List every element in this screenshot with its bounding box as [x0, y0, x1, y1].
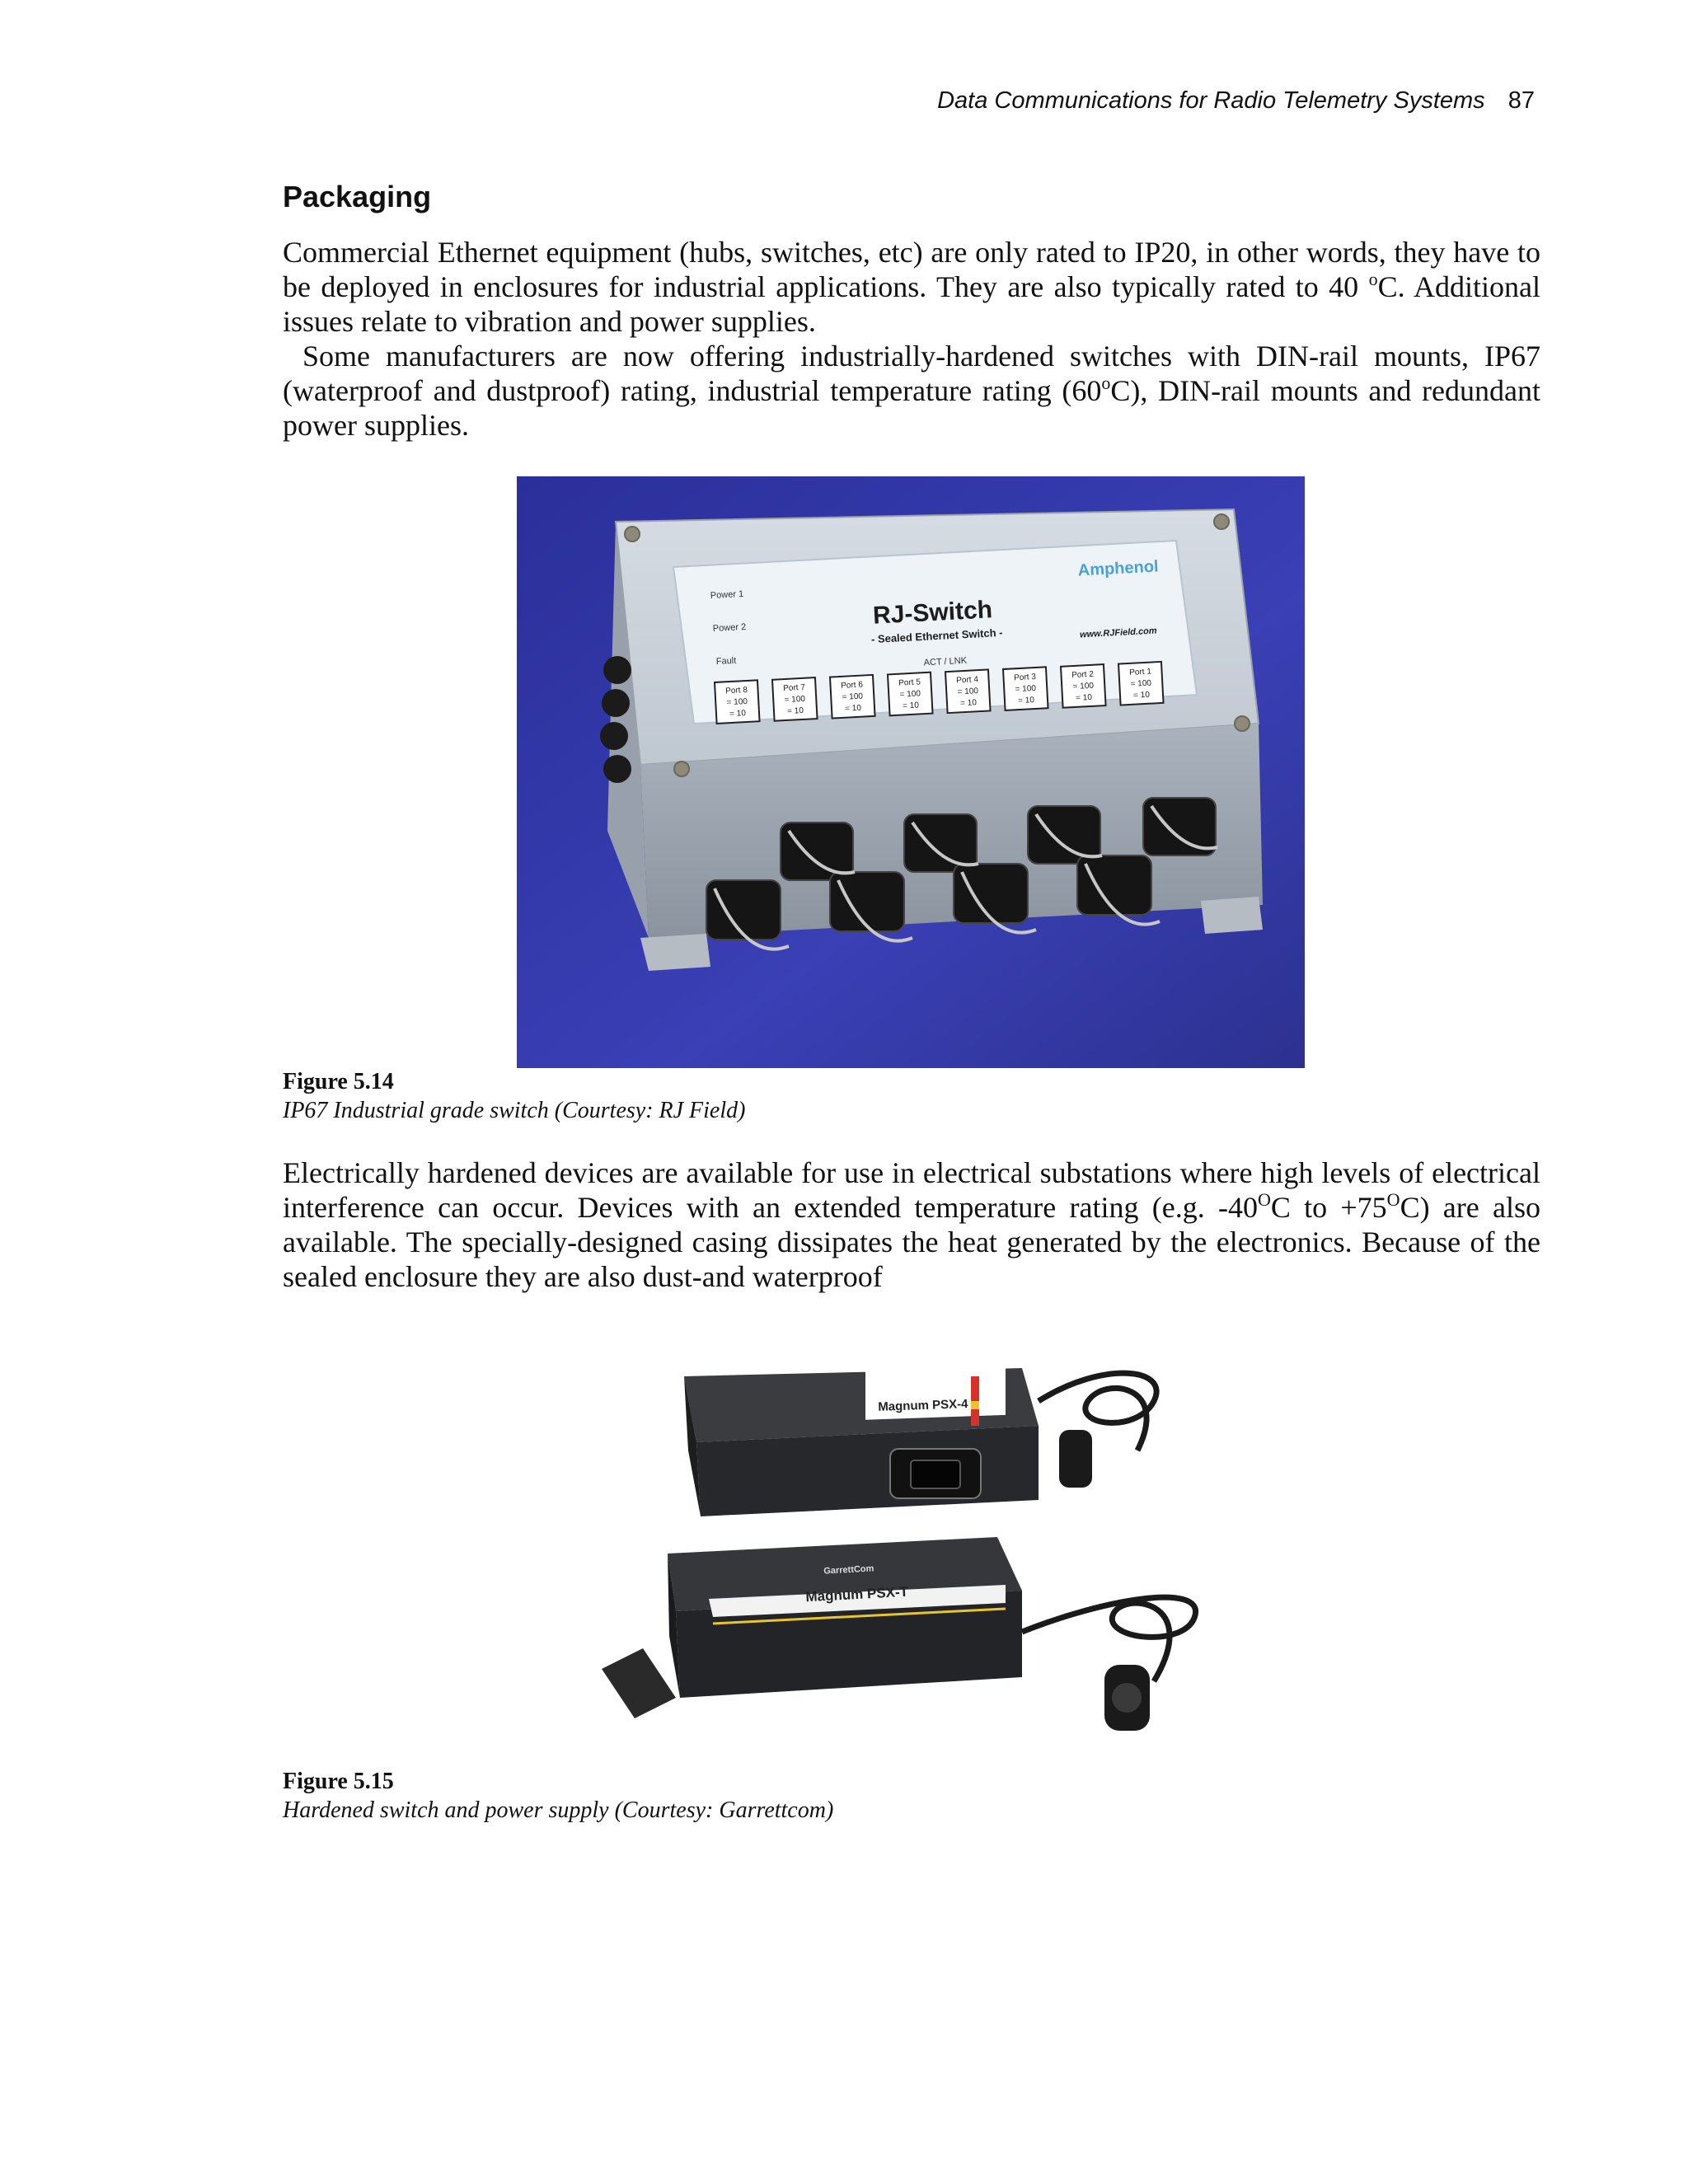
- section-title: Packaging: [283, 180, 432, 213]
- port-speed-10: = 10: [786, 705, 804, 716]
- port-box-4: [945, 669, 991, 713]
- hardened-devices-text: [283, 1155, 1540, 1294]
- port-box-6: [830, 675, 875, 719]
- figure-5-14-caption: IP67 Industrial grade switch (Courtesy: RJ Field): [283, 1098, 746, 1123]
- port-speed-100: = 100: [842, 691, 864, 702]
- port-speed-10: = 10: [844, 703, 862, 714]
- figure-5-14-photo: [517, 476, 1305, 1068]
- port-speed-10: = 10: [1075, 692, 1093, 703]
- port-name: Port 1: [1128, 667, 1152, 677]
- port-speed-10: = 10: [1132, 690, 1151, 701]
- product-subtitle: - Sealed Ethernet Switch -: [870, 626, 1003, 646]
- act-lnk-label: ACT / LNK: [923, 655, 968, 668]
- port-speed-10: = 10: [902, 701, 920, 711]
- running-header: [546, 87, 1535, 115]
- figure-5-15-caption: Hardened switch and power supply (Courtesy: Garrettcom): [283, 1797, 834, 1823]
- port-box-1: [1118, 662, 1164, 705]
- paragraph-2: Some manufacturers are now offering industrially-hardened switches with DIN-rail mounts, IP67 (waterproof and dustproof) rating, industrial temperature rating (60$^o$C), DIN-rail mounts and redundant power supplies.: [283, 340, 1540, 442]
- port-name: Port 2: [1071, 669, 1095, 681]
- figure-5-15-photo: [577, 1352, 1253, 1755]
- led-power-1: Power 1: [710, 588, 744, 601]
- port-name: Port 6: [840, 680, 864, 691]
- port-box-7: [772, 677, 818, 721]
- garrettcom-devices-illustration: [577, 1352, 1253, 1755]
- port-name: Port 7: [782, 682, 806, 694]
- port-name: Port 3: [1013, 672, 1037, 683]
- figure-5-14-label: Figure 5.14: [283, 1069, 394, 1094]
- port-name: Port 8: [724, 685, 748, 696]
- bottom-device-label: Magnum PSX-T: [804, 1583, 909, 1605]
- port-speed-100: = 100: [1072, 681, 1095, 692]
- port-name: Port 4: [955, 675, 979, 686]
- port-box-3: [1003, 667, 1048, 710]
- port-box-8: [715, 680, 760, 724]
- bottom-device-brand: GarrettCom: [823, 1563, 874, 1577]
- port-speed-10: = 10: [959, 698, 978, 709]
- brand-logo: Amphenol: [1077, 557, 1160, 580]
- figure-5-15-label: Figure 5.15: [283, 1769, 394, 1794]
- page-number: 87: [1507, 87, 1535, 114]
- port-speed-100: = 100: [957, 687, 979, 697]
- port-speed-100: = 100: [899, 689, 921, 700]
- intro-text: [283, 235, 1540, 443]
- port-speed-100: = 100: [726, 696, 748, 708]
- rj-switch-illustration: [517, 476, 1305, 1068]
- product-name: RJ-Switch: [872, 596, 993, 630]
- port-box-5: [888, 673, 933, 716]
- port-speed-100: = 100: [1015, 683, 1037, 695]
- product-url: www.RJField.com: [1079, 626, 1157, 640]
- top-device-label: Magnum PSX-4: [877, 1397, 968, 1414]
- led-power-2: Power 2: [712, 621, 747, 634]
- led-fault: Fault: [715, 655, 737, 667]
- port-speed-100: = 100: [1130, 678, 1152, 689]
- running-title: Data Communications for Radio Telemetry Systems: [937, 87, 1485, 114]
- port-speed-10: = 10: [1017, 696, 1035, 706]
- paragraph-3: Electrically hardened devices are available for use in electrical substations where high levels of electrical interference can occur. Devices with an extended temperature rating (e.g. $-40^OC$ to $+75^OC$) are also available. The specially-designed casing dissipates the heat generated by the electronics. Because of the sealed enclosure they are also dust-and waterproof: [283, 1156, 1540, 1293]
- port-name: Port 5: [898, 677, 921, 688]
- port-box-2: [1061, 664, 1106, 708]
- paragraph-1: Commercial Ethernet equipment (hubs, switches, etc) are only rated to IP20, in other words, they have to be deployed in enclosures for industrial applications. They are also typically rated to 40 $^o$C. Additional issues relate to vibration and power supplies.: [283, 236, 1541, 338]
- port-speed-100: = 100: [784, 694, 806, 705]
- port-speed-10: = 10: [729, 709, 747, 719]
